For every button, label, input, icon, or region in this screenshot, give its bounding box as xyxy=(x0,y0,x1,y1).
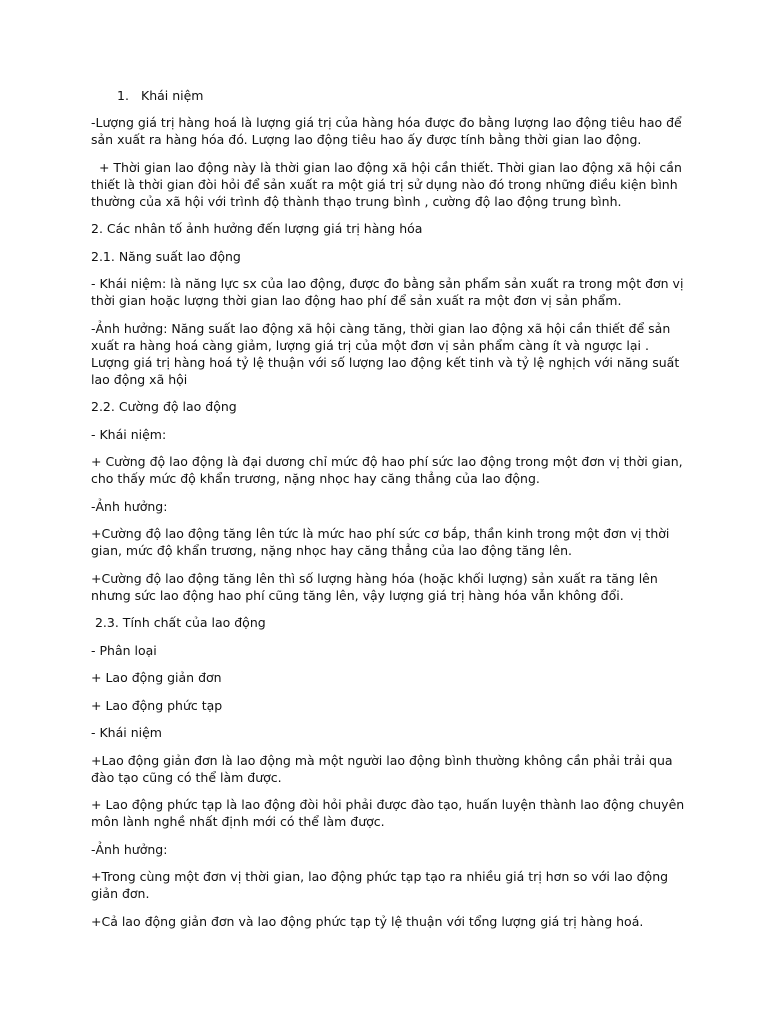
paragraph: + Cường độ lao động là đại dương chỉ mức độ hao phí sức lao động trong một đơn vị thời gian, cho thấy mức độ khẩn trương, nặng nhọc hay căng thẳng của lao động. xyxy=(91,454,683,486)
paragraph: +Cường độ lao động tăng lên tức là mức hao phí sức cơ bắp, thần kinh trong một đơn vị thời gian, mức độ khẩn trương, nặng nhọc hay căng thẳng của lao động tăng lên. xyxy=(91,526,670,558)
paragraph: -Lượng giá trị hàng hoá là lượng giá trị của hàng hóa được đo bằng lượng lao động tiêu hao để sản xuất ra hàng hóa đó. Lượng lao động tiêu hao ấy được tính bằng thời gian lao động. xyxy=(91,115,686,147)
paragraph: + Thời gian lao động này là thời gian lao động xã hội cần thiết. Thời gian lao động xã hội cần thiết là thời gian đòi hỏi để sản xuất ra một giá trị sử dụng nào đó trong những điều kiện bình thường của xã hội với trình độ thành thạo trung bình , cường độ lao động trung bình. xyxy=(91,159,686,209)
paragraph: -Ảnh hưởng: xyxy=(91,498,168,514)
paragraph: - Khái niệm: xyxy=(91,426,167,442)
paragraph: + Lao động giản đơn xyxy=(91,670,222,685)
heading-number: 1. xyxy=(117,88,129,103)
section-title: 2. Các nhân tố ảnh hưởng đến lượng giá trị hàng hóa xyxy=(91,221,423,236)
paragraph: -Ảnh hưởng: xyxy=(91,841,168,857)
paragraph: - Khái niệm xyxy=(91,725,162,740)
section-heading xyxy=(91,87,688,104)
paragraph: - Khái niệm: là năng lực sx của lao động, được đo bằng sản phẩm sản xuất ra trong một đơn vị thời gian hoặc lượng thời gian lao động hao phí để sản xuất ra một đơn vị sản phẩm. xyxy=(91,276,684,308)
paragraph: + Lao động phức tạp là lao động đòi hỏi phải được đào tạo, huấn luyện thành lao động chuyên môn lành nghề nhất định mới có thể làm được. xyxy=(91,797,685,829)
paragraph: +Cả lao động giản đơn và lao động phức tạp tỷ lệ thuận với tổng lượng giá trị hàng hoá. xyxy=(91,913,644,929)
subsection-title: 2.1. Năng suất lao động xyxy=(91,248,241,264)
subsection-title: 2.2. Cường độ lao động xyxy=(91,399,237,414)
paragraph: - Phân loại xyxy=(91,642,157,658)
paragraph: +Cường độ lao động tăng lên thì số lượng hàng hóa (hoặc khối lượng) sản xuất ra tăng lên nhưng sức lao động hao phí cũng tăng lên, vậy lượng giá trị hàng hóa vẫn không đổi. xyxy=(91,570,658,603)
subsection-title: 2.3. Tính chất của lao động xyxy=(91,615,266,630)
paragraph: +Lao động giản đơn là lao động mà một người lao động bình thường không cần phải trải qua đào tạo cũng có thể làm được. xyxy=(91,752,673,785)
paragraph: + Lao động phức tạp xyxy=(91,697,223,713)
paragraph: +Trong cùng một đơn vị thời gian, lao động phức tạp tạo ra nhiều giá trị hơn so với lao động giản đơn. xyxy=(91,869,669,901)
paragraph: -Ảnh hưởng: Năng suất lao động xã hội càng tăng, thời gian lao động xã hội cần thiết để sản xuất ra hàng hoá càng giảm, lượng giá trị của một đơn vị sản phẩm càng ít và ngược lại . Lượng giá trị hàng hoá tỷ lệ thuận với số lượng lao động kết tinh và tỷ lệ nghịch với năng suất lao động xã hội xyxy=(91,320,680,387)
heading-text: Khái niệm xyxy=(141,88,204,103)
